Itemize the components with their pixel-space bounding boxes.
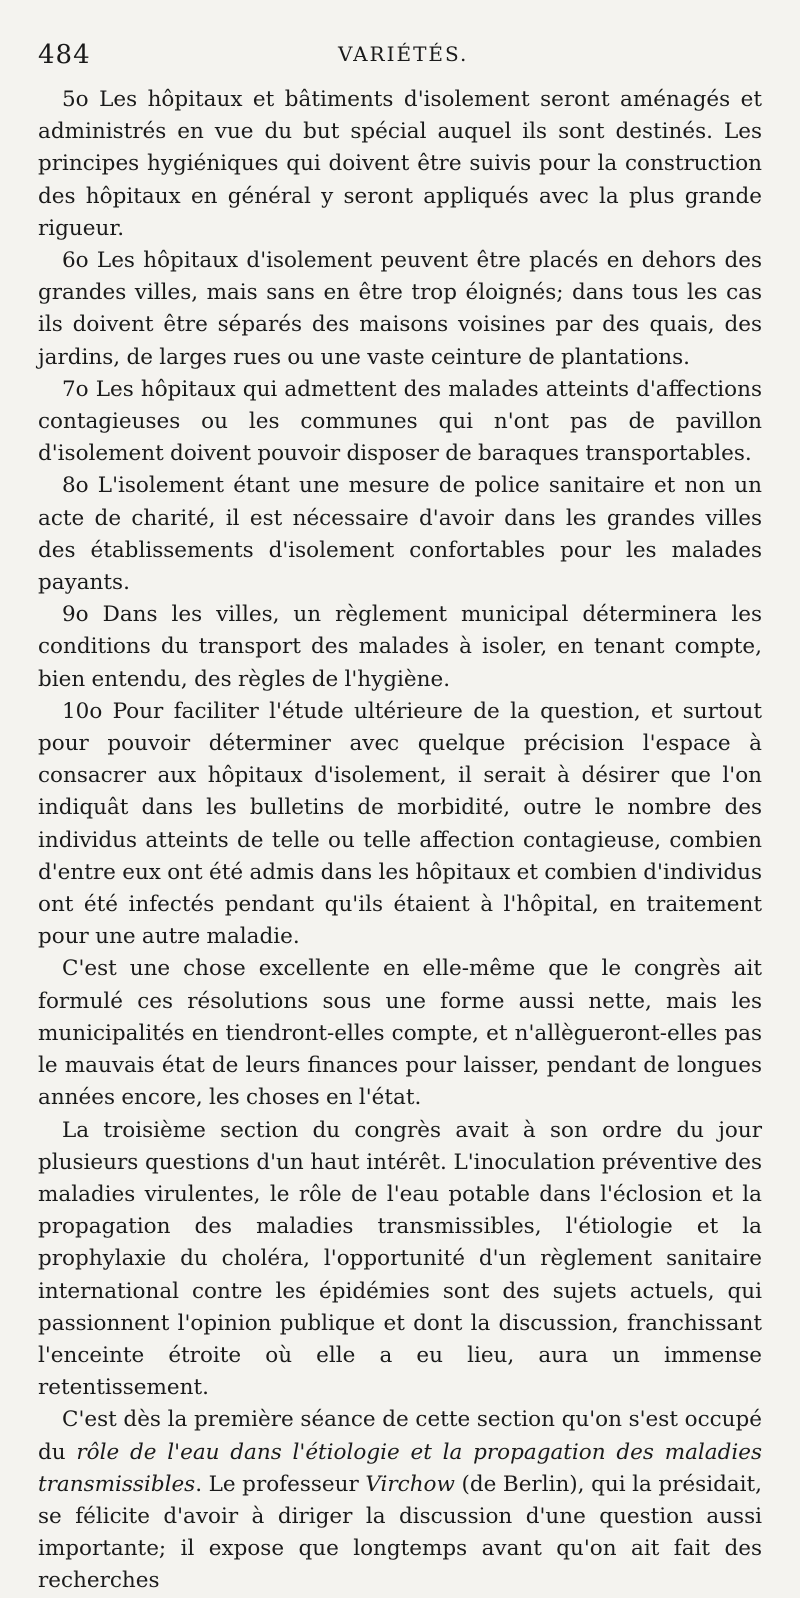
resolution-10: 10o Pour faciliter l'étude ultérieure de la question, et surtout pour pouvoir déterminer avec quelque précision l'espace à consacrer aux hôpitaux d'isolement, il serait à désirer que l'on indiquât dans les bulletins de morbidité, outre le nombre des individus atteints de telle ou telle affection contagieuse, combien d'entre eux ont été admis dans les hôpitaux et combien d'individus ont été infectés pendant qu'ils étaient à l'hôpital, en traitement pour une autre maladie. bbox=[38, 698, 762, 950]
page-number: 484 bbox=[38, 40, 91, 70]
resolution-6: 6o Les hôpitaux d'isolement peuvent être placés en dehors des grandes villes, mais sans en être trop éloignés; dans tous les cas ils doivent être séparés des maisons voisines par des quais, des jardins, de larges rues ou une vaste ceinture de plantations. bbox=[38, 248, 762, 370]
session-topic-italic: rôle de l'eau dans l'étiologie et la propagation des maladies transmissibles bbox=[38, 1439, 762, 1497]
first-session-text-2: . Le professeur bbox=[195, 1471, 366, 1497]
commentary-paragraph: C'est une chose excellente en elle-même que le congrès ait formulé ces résolutions sous une forme aussi nette, mais les municipalités en tiendront-elles compte, et n'allègueront-elles pas le mauvais état de leurs finances pour laisser, pendant de longues années encore, les choses en l'état. bbox=[38, 956, 762, 1111]
first-session-text-3: (de Berlin), qui la présidait, se félicite d'avoir à diriger la discussion d'une question aussi importante; il expose que longtemps avant qu'on ait fait des recherches bbox=[38, 1471, 762, 1594]
page-header bbox=[38, 40, 762, 84]
first-session-paragraph bbox=[38, 1404, 762, 1597]
professor-name-italic: Virchow bbox=[365, 1471, 455, 1497]
resolution-8: 8o L'isolement étant une mesure de police sanitaire et non un acte de charité, il est nécessaire d'avoir dans les grandes villes des établissements d'isolement confortables pour les malades payants. bbox=[38, 473, 762, 596]
first-session-text-1: C'est dès la première séance de cette section qu'on s'est occupé du bbox=[38, 1407, 762, 1465]
resolution-9: 9o Dans les villes, un règlement municipal déterminera les conditions du transport des malades à isoler, en tenant compte, bien entendu, des règles de l'hygiène. bbox=[38, 602, 762, 692]
resolution-7: 7o Les hôpitaux qui admettent des malades atteints d'affections contagieuses ou les communes qui n'ont pas de pavillon d'isolement doivent pouvoir disposer de baraques transportables. bbox=[38, 376, 762, 467]
resolution-5: 5o Les hôpitaux et bâtiments d'isolement seront aménagés et administrés en vue du but spécial auquel ils sont destinés. Les principes hygiéniques qui doivent être suivis pour la construction des hôpitaux en général y seront appliqués avec la plus grande rigueur. bbox=[38, 87, 762, 241]
body-text bbox=[38, 84, 762, 1598]
running-head: VARIÉTÉS. bbox=[338, 42, 469, 66]
third-section-paragraph: La troisième section du congrès avait à son ordre du jour plusieurs questions d'un haut intérêt. L'inoculation préventive des maladies virulentes, le rôle de l'eau potable dans l'éclosion et la propagation des maladies transmissibles, l'étiologie et la prophylaxie du choléra, l'opportunité d'un règlement sanitaire international contre les épidémies sont des sujets actuels, qui passionnent l'opinion publique et dont la discussion, franchissant l'enceinte étroite où elle a eu lieu, aura un immense retentissement. bbox=[38, 1117, 762, 1401]
